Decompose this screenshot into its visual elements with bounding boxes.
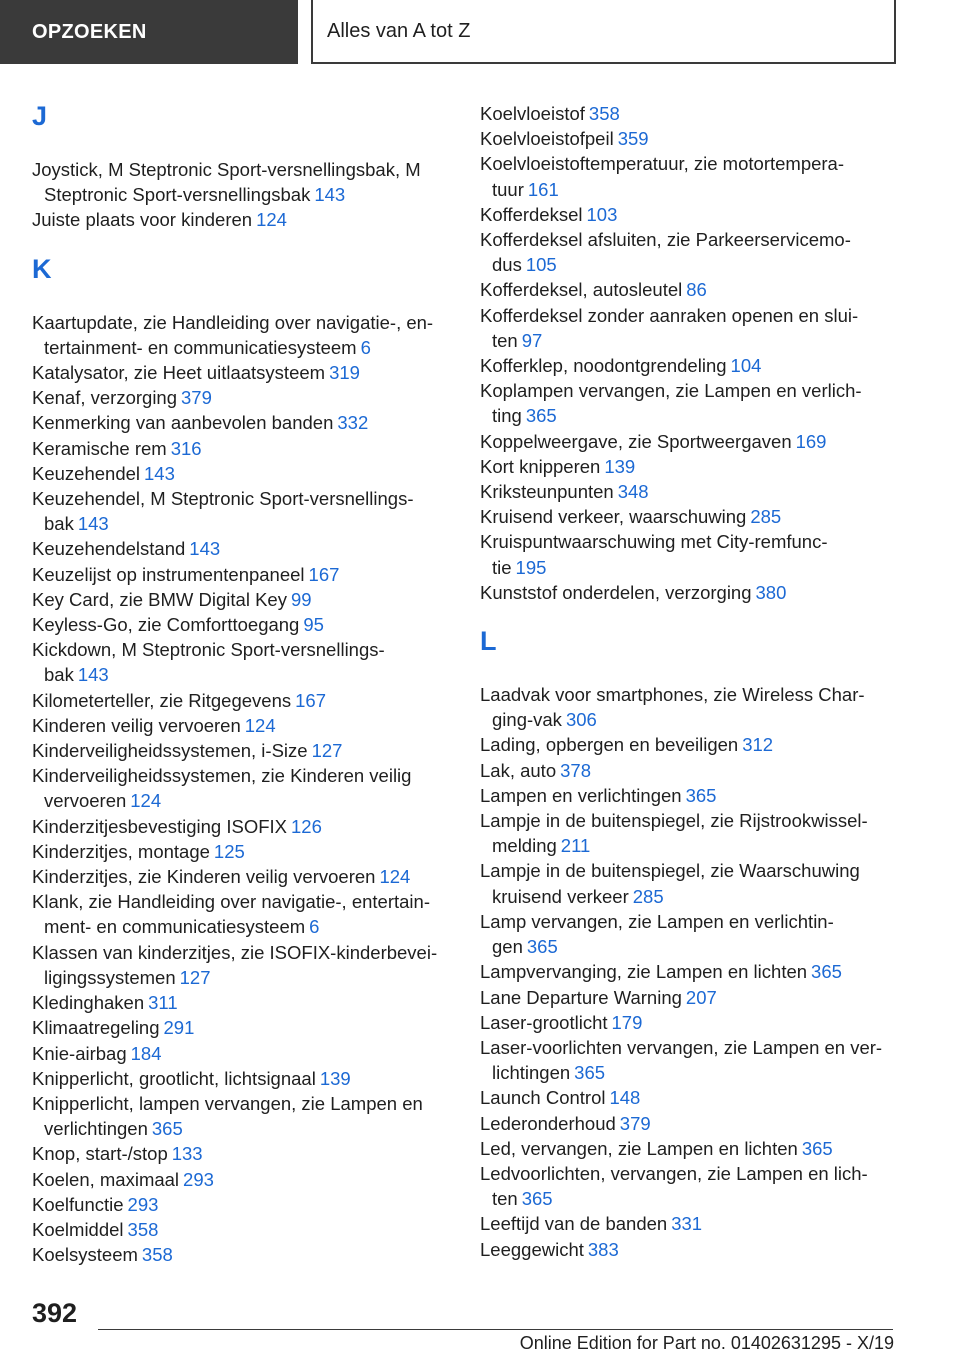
index-entry	[480, 732, 900, 757]
entry-term: Kriksteunpunten	[480, 481, 614, 503]
index-entry	[480, 580, 900, 605]
page-reference-link[interactable]: 105	[525, 254, 557, 276]
entry-term: Laadvak voor smartphones, zie Wireless Char-	[480, 684, 865, 706]
entry-term: Lak, auto	[480, 759, 557, 781]
page-reference-link[interactable]: 365	[685, 784, 717, 806]
page-reference-link[interactable]: 148	[609, 1087, 641, 1109]
index-entry	[480, 303, 900, 353]
index-entry-list	[480, 682, 900, 1262]
page-reference-link[interactable]: 365	[151, 1118, 183, 1140]
page-reference-link[interactable]: 379	[619, 1112, 651, 1134]
entry-term: Kledinghaken	[32, 992, 145, 1014]
entry-term-continuation: bak	[44, 513, 74, 535]
chapter-tab[interactable]: Alles van A tot Z	[311, 0, 896, 64]
page-reference-link[interactable]: 358	[127, 1218, 159, 1240]
entry-term: Lampen en verlichtingen	[480, 784, 682, 806]
index-entry	[480, 758, 900, 783]
entry-term-continuation: tertainment- en communicatiesysteem	[44, 336, 357, 358]
index-entry	[480, 479, 900, 504]
entry-term: Laser-grootlicht	[480, 1011, 608, 1033]
index-entry	[480, 202, 900, 227]
page-reference-link[interactable]: 143	[77, 513, 109, 535]
page-reference-link[interactable]: 195	[515, 556, 547, 578]
index-entry	[32, 157, 452, 207]
entry-term: Lampje in de buitenspiegel, zie Rijstrookwissel-	[480, 810, 868, 832]
entry-term: Knipperlicht, lampen vervangen, zie Lampen en	[32, 1092, 423, 1114]
page-reference-link[interactable]: 161	[527, 178, 559, 200]
entry-term-continuation: kruisend verkeer	[492, 885, 629, 907]
entry-term: Knop, start-/stop	[32, 1143, 168, 1165]
index-entry	[480, 353, 900, 378]
page-reference-link[interactable]: 331	[671, 1213, 703, 1235]
entry-term: Klank, zie Handleiding over navigatie-, entertain-	[32, 891, 430, 913]
index-column-left	[32, 101, 452, 1267]
entry-term: Kinderzitjes, montage	[32, 840, 210, 862]
page-reference-link[interactable]: 97	[521, 329, 543, 351]
index-entry	[32, 889, 452, 939]
page-reference-link[interactable]: 358	[588, 103, 620, 124]
entry-term: Lamp vervangen, zie Lampen en verlichtin-	[480, 910, 834, 932]
entry-term-continuation: melding	[492, 835, 557, 857]
entry-term: Led, vervangen, zie Lampen en lichten	[480, 1137, 798, 1159]
entry-term-continuation: ment- en communicatiesysteem	[44, 916, 306, 938]
page-reference-link[interactable]: 358	[141, 1244, 173, 1266]
entry-term: Lane Departure Warning	[480, 986, 682, 1008]
page-reference-link[interactable]: 365	[526, 936, 558, 958]
footer-divider	[98, 1329, 893, 1330]
entry-term: Knie-airbag	[32, 1042, 127, 1064]
section-letter: K	[32, 253, 52, 284]
index-entry	[480, 682, 900, 732]
page-reference-link[interactable]: 167	[295, 689, 327, 711]
entry-term: Leeggewicht	[480, 1238, 584, 1260]
index-entry	[32, 940, 452, 990]
index-entry	[32, 536, 452, 561]
index-entry	[32, 1066, 452, 1091]
page-reference-link[interactable]: 103	[586, 203, 618, 225]
entry-term: Keuzehendel, M Steptronic Sport-versnellings-	[32, 488, 414, 510]
entry-term-continuation: ten	[492, 1188, 518, 1210]
entry-term: Juiste plaats voor kinderen	[32, 209, 253, 231]
page-reference-link[interactable]: 133	[171, 1143, 203, 1165]
entry-term: Koelen, maximaal	[32, 1168, 180, 1190]
entry-term-continuation: tie	[492, 556, 512, 578]
entry-term: Klimaatregeling	[32, 1017, 160, 1039]
index-entry	[32, 814, 452, 839]
index-entry	[480, 1161, 900, 1211]
entry-term: Katalysator, zie Heet uitlaatsysteem	[32, 362, 326, 384]
page-reference-link[interactable]: 332	[337, 412, 369, 434]
entry-term-continuation: lichtingen	[492, 1062, 571, 1084]
index-entry	[480, 985, 900, 1010]
page-reference-link[interactable]: 99	[290, 588, 312, 610]
index-entry	[32, 1015, 452, 1040]
entry-term: Kofferdeksel, autosleutel	[480, 279, 683, 301]
entry-term: Kaartupdate, zie Handleiding over navigatie-, en-	[32, 311, 434, 333]
entry-term-continuation: bak	[44, 664, 74, 686]
page-reference-link[interactable]: 139	[604, 455, 636, 477]
page-reference-link[interactable]: 379	[181, 387, 212, 409]
page-number: 392	[32, 1298, 78, 1328]
index-entry	[32, 612, 452, 637]
index-entry	[32, 486, 452, 536]
index-entry	[32, 738, 452, 763]
index-entry	[32, 1041, 452, 1066]
entry-term: Kinderveiligheidssystemen, zie Kinderen veilig	[32, 765, 412, 787]
index-entry	[480, 808, 900, 858]
entry-term: Keuzelijst op instrumentenpaneel	[32, 563, 305, 585]
page-reference-link[interactable]: 359	[617, 128, 649, 150]
index-entry-list	[480, 101, 900, 605]
index-entry	[480, 454, 900, 479]
entry-term: Kunststof onderdelen, verzorging	[480, 581, 752, 603]
index-entry	[32, 207, 452, 232]
page-reference-link[interactable]: 316	[170, 437, 202, 459]
entry-term-continuation: ging-vak	[492, 709, 562, 731]
index-entry	[480, 277, 900, 302]
index-entry	[32, 360, 452, 385]
entry-term-continuation: vervoeren	[44, 790, 127, 812]
edition-note: Online Edition for Part no. 01402631295 - X/19	[519, 1333, 894, 1353]
entry-term: Kenmerking van aanbevolen banden	[32, 412, 334, 434]
page-reference-link[interactable]: 167	[308, 563, 340, 585]
entry-term-continuation: ten	[492, 329, 518, 351]
page-reference-link[interactable]: 285	[750, 506, 782, 528]
index-entry	[32, 436, 452, 461]
entry-term-continuation: gen	[492, 936, 523, 958]
index-entry	[480, 1085, 900, 1110]
index-entry	[480, 101, 900, 126]
entry-term: Lampvervanging, zie Lampen en lichten	[480, 961, 808, 983]
page-reference-link[interactable]: 169	[795, 430, 827, 452]
index-entry	[480, 227, 900, 277]
page-reference-link[interactable]: 95	[303, 614, 324, 636]
index-entry-list	[32, 157, 452, 233]
page-header	[0, 0, 960, 66]
page-reference-link[interactable]: 378	[560, 759, 591, 781]
entry-term: Koelvloeistof	[480, 103, 585, 124]
entry-term: Kofferdeksel afsluiten, zie Parkeerservicemo-	[480, 229, 851, 251]
entry-term-continuation: ligingssystemen	[44, 966, 176, 988]
entry-term: Kenaf, verzorging	[32, 387, 178, 409]
entry-term: Lampje in de buitenspiegel, zie Waarschuwing	[480, 860, 860, 882]
page-reference-link[interactable]: 124	[130, 790, 162, 812]
index-entry	[32, 713, 452, 738]
page-reference-link[interactable]: 365	[811, 961, 842, 983]
page-reference-link[interactable]: 207	[685, 986, 717, 1008]
entry-term: Joystick, M Steptronic Sport-versnellingsbak, M	[32, 159, 421, 180]
page-reference-link[interactable]: 365	[574, 1062, 606, 1084]
index-entry	[480, 1237, 900, 1262]
entry-term: Keyless-Go, zie Comforttoegang	[32, 614, 300, 636]
entry-term: Kinderveiligheidssystemen, i-Size	[32, 740, 308, 762]
page-reference-link[interactable]: 124	[379, 866, 411, 888]
page-reference-link[interactable]: 291	[163, 1017, 195, 1039]
entry-term: Koplampen vervangen, zie Lampen en verlich-	[480, 380, 862, 402]
page-reference-link[interactable]: 143	[144, 462, 175, 484]
index-entry	[32, 839, 452, 864]
index-entry	[32, 461, 452, 486]
index-entry	[480, 1211, 900, 1236]
page-reference-link[interactable]: 126	[291, 815, 322, 837]
entry-term-continuation: verlichtingen	[44, 1118, 148, 1140]
index-entry	[480, 504, 900, 529]
entry-term: Kofferklep, noodontgrendeling	[480, 355, 727, 377]
page-reference-link[interactable]: 184	[130, 1042, 162, 1064]
entry-term: Kinderen veilig vervoeren	[32, 714, 241, 736]
page-reference-link[interactable]: 383	[587, 1238, 619, 1260]
entry-term: Ledvoorlichten, vervangen, zie Lampen en lich-	[480, 1162, 868, 1184]
entry-term: Laser-voorlichten vervangen, zie Lampen en ver-	[480, 1036, 883, 1058]
entry-term-continuation: Steptronic Sport-versnellingsbak	[44, 184, 311, 206]
page-reference-link[interactable]: 127	[179, 966, 211, 988]
page-reference-link[interactable]: 6	[360, 336, 371, 358]
page-reference-link[interactable]: 179	[611, 1011, 643, 1033]
index-entry	[32, 763, 452, 813]
index-entry	[32, 1192, 452, 1217]
index-entry	[32, 864, 452, 889]
index-entry	[32, 1217, 452, 1242]
entry-term: Kofferdeksel	[480, 203, 583, 225]
page-reference-link[interactable]: 312	[742, 734, 774, 756]
index-entry	[480, 858, 900, 908]
page-reference-link[interactable]: 125	[213, 840, 245, 862]
index-entry	[480, 529, 900, 579]
index-entry	[32, 562, 452, 587]
entry-term-continuation: dus	[492, 254, 522, 276]
index-entry	[480, 1136, 900, 1161]
page-reference-link[interactable]: 380	[755, 581, 787, 603]
entry-term: Kofferdeksel zonder aanraken openen en slui-	[480, 304, 859, 326]
section-letter: J	[32, 101, 48, 131]
page-reference-link[interactable]: 104	[730, 355, 762, 377]
index-entry	[32, 1091, 452, 1141]
page-reference-link[interactable]: 311	[148, 992, 178, 1014]
entry-term: Leeftijd van de banden	[480, 1213, 668, 1235]
page-reference-link[interactable]: 293	[183, 1168, 214, 1190]
page-reference-link[interactable]: 211	[560, 835, 591, 857]
index-entry	[480, 1111, 900, 1136]
page-reference-link[interactable]: 86	[686, 279, 707, 301]
entry-term: Koelmiddel	[32, 1218, 124, 1240]
index-entry	[480, 429, 900, 454]
index-entry	[480, 378, 900, 428]
page-reference-link[interactable]: 127	[311, 740, 343, 762]
entry-term: Kilometerteller, zie Ritgegevens	[32, 689, 292, 711]
page-reference-link[interactable]: 124	[244, 714, 276, 736]
index-entry	[32, 1242, 452, 1267]
page-reference-link[interactable]: 139	[319, 1067, 351, 1089]
index-entry	[480, 126, 900, 151]
index-entry	[32, 637, 452, 687]
index-entry	[480, 151, 900, 201]
index-entry	[32, 410, 452, 435]
entry-term: Launch Control	[480, 1087, 606, 1109]
index-entry	[480, 1035, 900, 1085]
page-reference-link[interactable]: 143	[314, 184, 346, 206]
page-reference-link[interactable]: 285	[632, 885, 664, 907]
entry-term: Koppelweergave, zie Sportweergaven	[480, 430, 792, 452]
entry-term: Key Card, zie BMW Digital Key	[32, 588, 287, 610]
entry-term: Kinderzitjesbevestiging ISOFIX	[32, 815, 288, 837]
index-entry	[480, 959, 900, 984]
page-reference-link[interactable]: 124	[256, 209, 287, 231]
page-reference-link[interactable]: 348	[617, 481, 649, 503]
page-reference-link[interactable]: 365	[521, 1188, 553, 1210]
index-entry	[480, 909, 900, 959]
page-reference-link[interactable]: 365	[525, 405, 557, 427]
page-reference-link[interactable]: 6	[309, 916, 320, 938]
entry-term: Kickdown, M Steptronic Sport-versnellings-	[32, 639, 385, 661]
index-entry	[32, 1141, 452, 1166]
index-column-right	[480, 101, 900, 1262]
entry-term-continuation: ting	[492, 405, 522, 427]
index-entry	[32, 587, 452, 612]
index-entry	[32, 385, 452, 410]
entry-term: Klassen van kinderzitjes, zie ISOFIX-kinderbevei-	[32, 941, 438, 963]
entry-term: Lederonderhoud	[480, 1112, 616, 1134]
entry-term: Koelsysteem	[32, 1244, 138, 1266]
entry-term: Knipperlicht, grootlicht, lichtsignaal	[32, 1067, 316, 1089]
entry-term: Koelfunctie	[32, 1193, 124, 1215]
index-entry	[32, 688, 452, 713]
entry-term-continuation: tuur	[492, 178, 524, 200]
section-tab[interactable]: OPZOEKEN	[0, 0, 298, 64]
page-reference-link[interactable]: 143	[189, 538, 221, 560]
entry-term: Keramische rem	[32, 437, 167, 459]
entry-term: Keuzehendel	[32, 462, 141, 484]
section-letter: L	[480, 626, 497, 657]
entry-term: Kinderzitjes, zie Kinderen veilig vervoeren	[32, 866, 376, 888]
index-entry	[32, 1167, 452, 1192]
index-entry	[32, 990, 452, 1015]
index-entry	[480, 783, 900, 808]
entry-term: Kruispuntwaarschuwing met City-remfunc-	[480, 531, 828, 553]
page-reference-link[interactable]: 306	[565, 709, 597, 731]
index-entry-list	[32, 310, 452, 1268]
entry-term: Kort knipperen	[480, 455, 601, 477]
entry-term: Koelvloeistoftemperatuur, zie motortempera-	[480, 153, 845, 175]
entry-term: Lading, opbergen en beveiligen	[480, 734, 739, 756]
page-reference-link[interactable]: 293	[127, 1193, 159, 1215]
entry-term: Koelvloeistofpeil	[480, 128, 614, 150]
page-reference-link[interactable]: 365	[801, 1137, 833, 1159]
index-entry	[480, 1010, 900, 1035]
entry-term: Kruisend verkeer, waarschuwing	[480, 506, 747, 528]
page-reference-link[interactable]: 319	[329, 362, 360, 384]
index-entry	[32, 310, 452, 360]
entry-term: Keuzehendelstand	[32, 538, 186, 560]
page-reference-link[interactable]: 143	[77, 664, 109, 686]
